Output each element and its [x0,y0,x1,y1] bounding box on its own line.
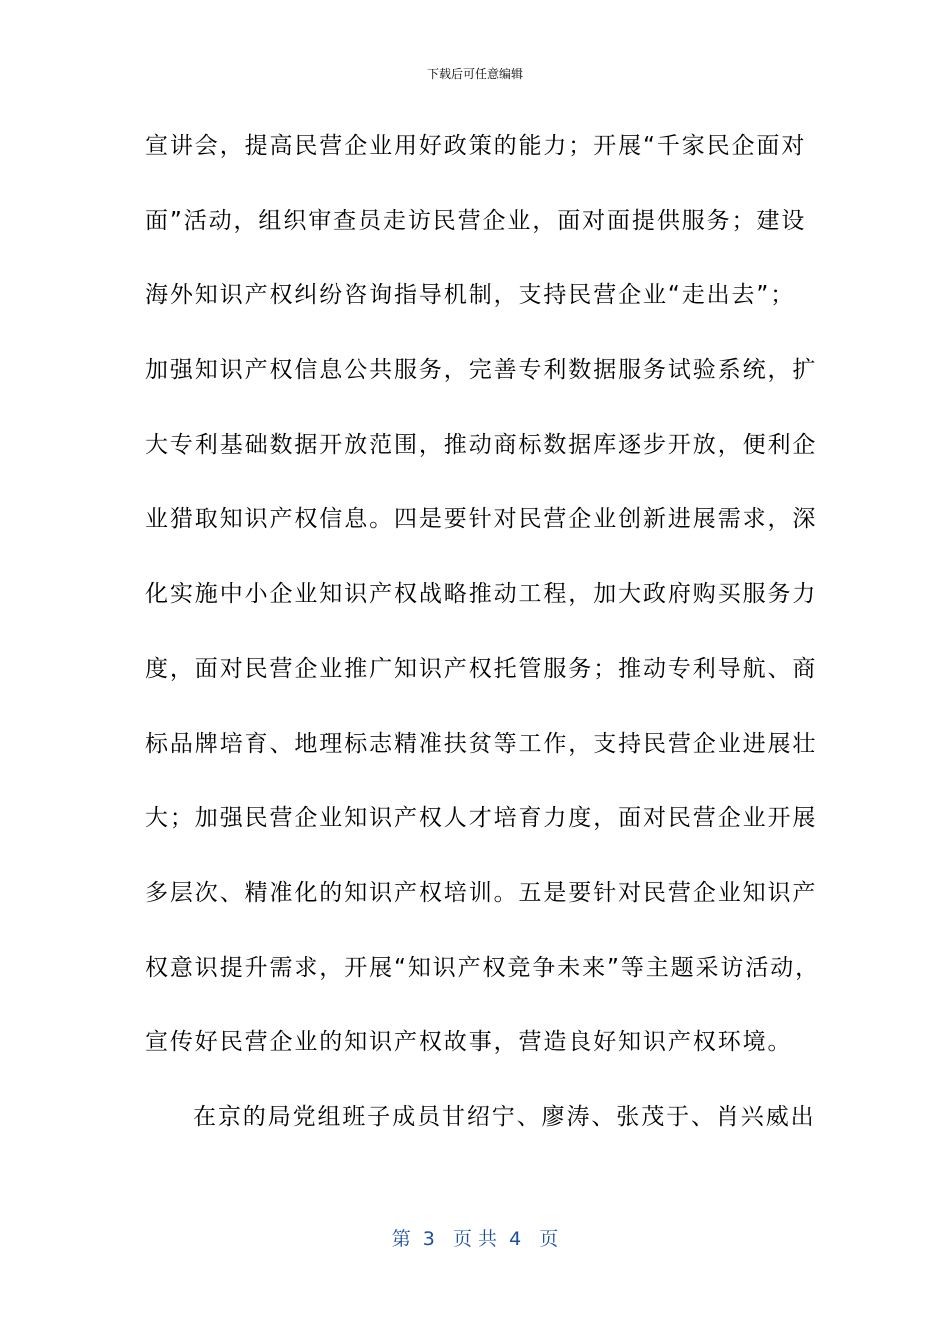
paragraph-line: 多层次、精准化的知识产权培训。五是要针对民营企业知识产 [145,879,818,906]
paragraph-line-indented: 在京的局党组班子成员甘绍宁、廖涛、张茂于、肖兴威出 [193,1103,816,1130]
paragraph-line: 化实施中小企业知识产权战略推动工程，加大政府购买服务力 [145,581,818,608]
paragraph-line: 大；加强民营企业知识产权人才培育力度，面对民营企业开展 [145,805,818,832]
paragraph-line: 宣传好民营企业的知识产权故事，营造良好知识产权环境。 [145,1029,793,1056]
paragraph-line: 权意识提升需求，开展“知识产权竞争未来”等主题采访活动， [145,954,821,981]
paragraph-line: 海外知识产权纠纷咨询指导机制，支持民营企业“走出去”； [145,282,796,309]
paragraph-line: 宣讲会，提高民营企业用好政策的能力；开展“千家民企面对 [145,133,807,159]
paragraph-line: 大专利基础数据开放范围，推动商标数据库逐步开放，便利企 [145,431,818,458]
paragraph-line: 标品牌培育、地理标志精准扶贫等工作，支持民营企业进展壮 [145,730,818,757]
paragraph-line: 业猎取知识产权信息。四是要针对民营企业创新进展需求，深 [145,506,818,533]
page-number-footer: 第 3 页 共 4 页 [391,1228,559,1250]
paragraph-line: 度，面对民营企业推广知识产权托管服务；推动专利导航、商 [145,655,818,682]
page-header: 下载后可任意编辑 [426,67,523,81]
document-body [145,124,821,1170]
paragraph-line: 加强知识产权信息公共服务，完善专利数据服务试验系统，扩 [145,357,818,384]
paragraph-line: 面”活动，组织审查员走访民营企业，面对面提供服务；建设 [145,207,807,234]
